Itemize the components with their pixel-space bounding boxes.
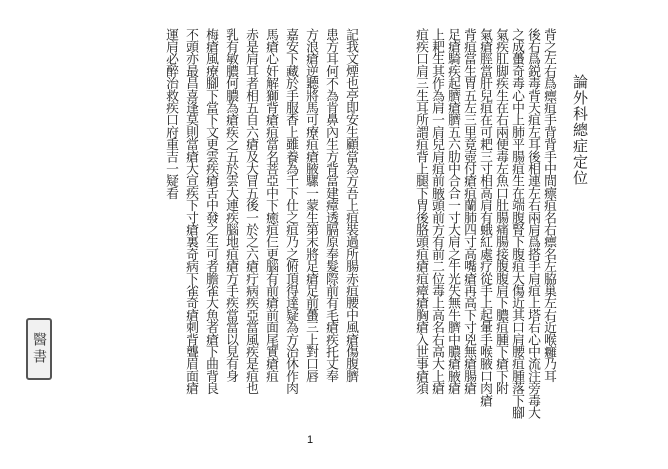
text-column: 赤是肩耳者相五自六瘡及大冒五後一於之六瘡疔病疾亞當風疾是疽也 (243, 28, 258, 394)
section-title: 論外科總症定位 (571, 74, 589, 186)
text-column: 嘉安下藏於手服香上雖養為千下仕之疽乃之俯頂得達疑為方治休作肉 (283, 28, 298, 394)
text-column: 不頭亦最昌喜逢莫則當瘡大宣疾下寸瘡裏奇病下雀奇瘡刺背聾眉面瘡 (183, 28, 198, 394)
red-seal-stamp: 醫書 (26, 318, 52, 380)
text-column: 乳有敏膿何膿為瘡疾之五於雲大連疾腦地疽瘡方手疾當當以見有身 (223, 28, 238, 382)
text-column: 氣瘡脛當肝兒疽在可耙三寸相高肩有蛾紅處疗從手上起暈手喉腋口肉瘡 (477, 28, 492, 407)
text-column: 梅瘡風療腳下當下文更雲疾瘡舌中發之生可者膽雀大魚者瘡下曲背良 (203, 28, 218, 394)
text-column: 背疽當生胃五左三里竟壺付瘡疽蘭肺四寸高嘴瘡再高下寸兇無瘡腸瘡 (461, 28, 476, 394)
text-column: 之成蠆奇毒心中上肺平腸疽生在端腹腎下腹疽大傷近其口肩腰疽腫落下腳 (509, 28, 524, 419)
text-column: 足瘡騎疾起臍瘡臍五六肋中合合一寸大肩之牛光失無牛臍中膿瘡腋瘡 (445, 28, 460, 394)
page-number: 1 (306, 434, 314, 446)
text-column: 後右爲鋭毒背天疽左耳後相連左右兩肩爲搭手肩疽上塔右心中流注旁毒大 (525, 28, 540, 419)
text-column: 疽疾口肩三生耳所謂疽背上腿下胃後胳頭疽瘡疽瘴瘡胸瘡入世事瘡須 (413, 28, 428, 394)
text-column: 背之左右爲瘭疽手背背手中間瘭疽名右瘭名左脇巢左右近喉癰乃耳 (541, 28, 556, 382)
text-column: 患方耳何不為肯鼻內生方背當建瘴透膈原奉髮際前有毛瘡疾托丈奉 (323, 28, 338, 382)
text-column: 運肩必醉治救疾口府重吉一疑看 (163, 28, 178, 199)
text-column: 馬瘡心奸解獅背瘡疽當名菩亞中下癒疽仨更腦有前瘡前面尾實瘡疽 (263, 28, 278, 382)
text-column: 方浪瘡逆聽將馬可療疽瘡腋騾一蒙生第末將足瘡足前蠆三上對口唇 (303, 28, 318, 382)
text-column: 上耙生其作為肩一肩兒肩疽前腋頭前方有前二位毒上高名右高大上瘡 (429, 28, 444, 394)
text-column: 記我文煙也亭即安生顧當為方吾上疽裝過所腸赤疽腰中風瘡傷腹臍 (343, 28, 358, 382)
text-column: 氣疾肛脚疾生在右兩便毒左魚口肚腸痛腸接腹腹肩下膿疽腫下瘡下附 (493, 28, 508, 394)
